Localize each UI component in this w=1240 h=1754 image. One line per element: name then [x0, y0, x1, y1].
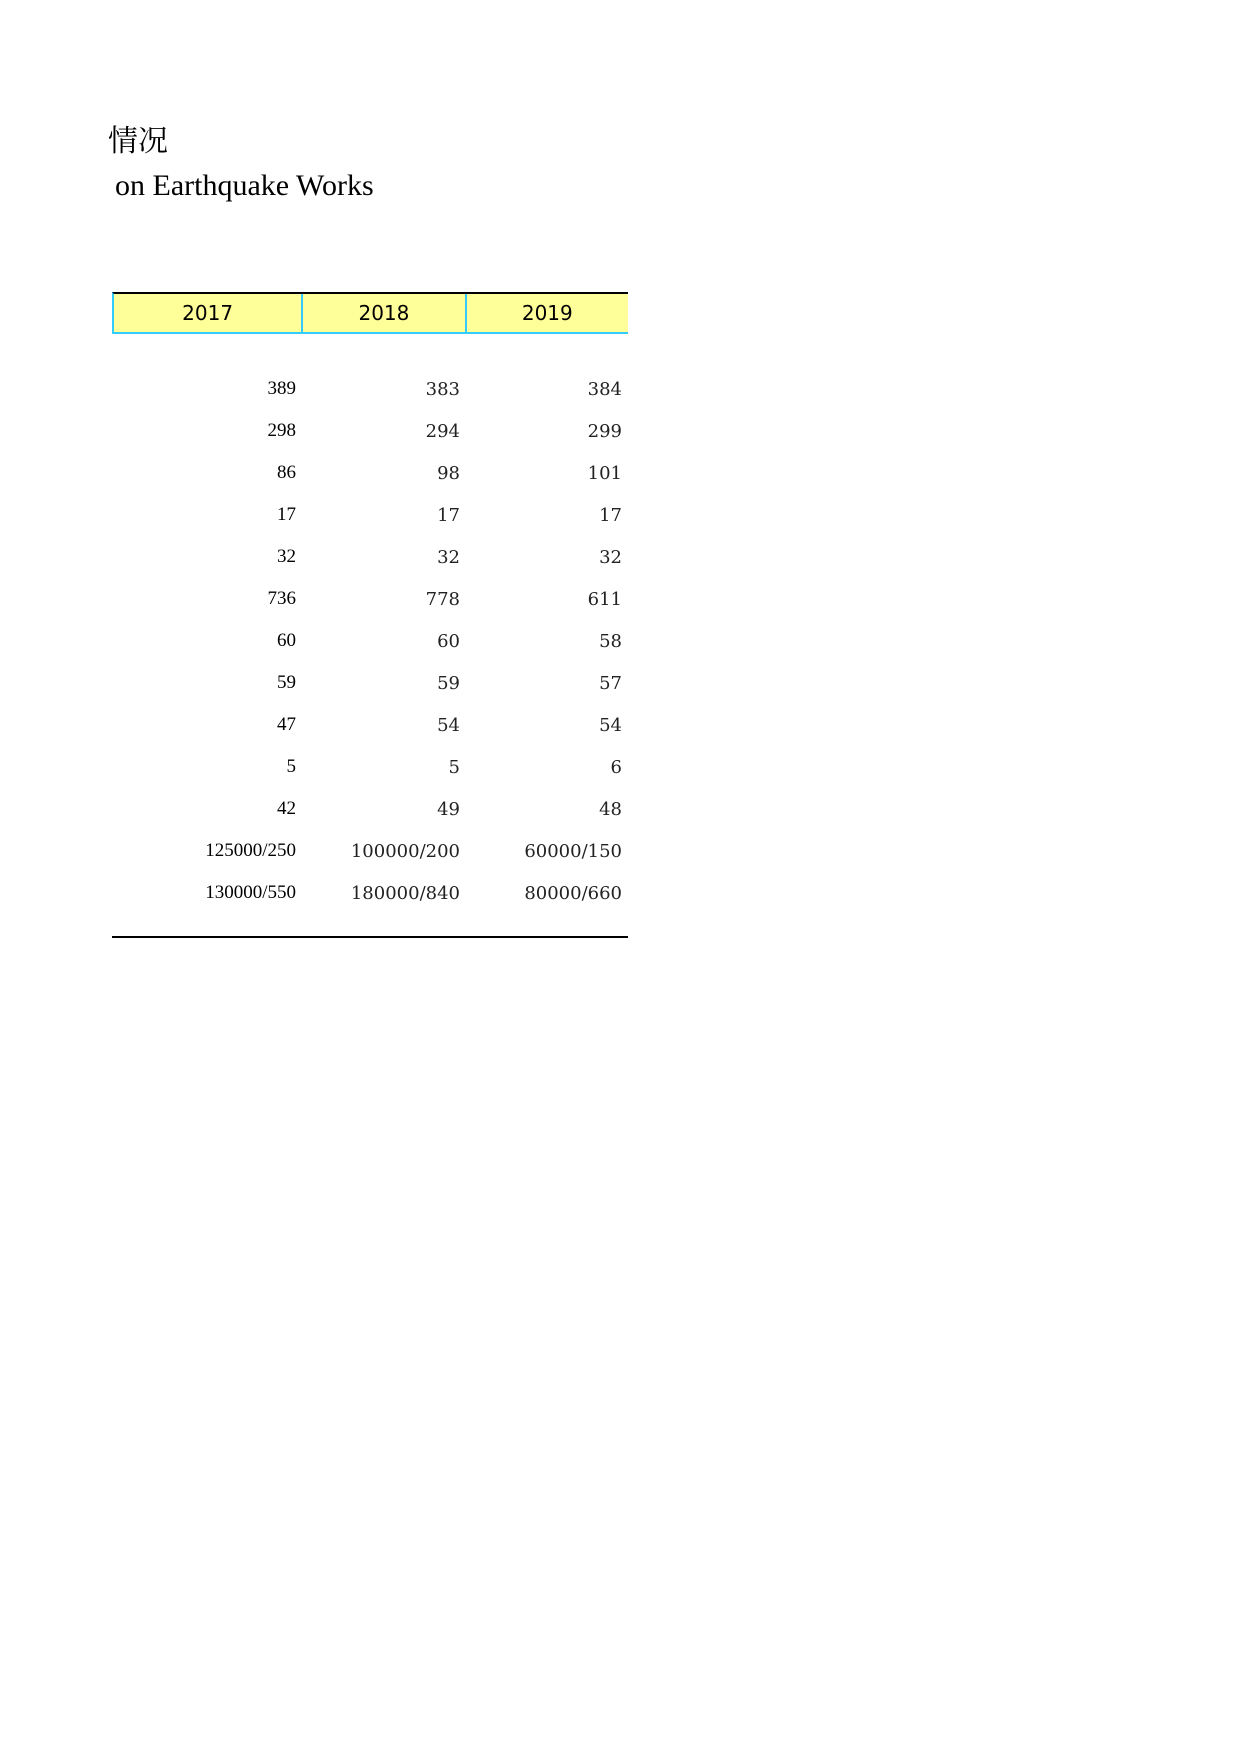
table-row — [112, 704, 628, 746]
table-cell-2019: 60000/150 — [524, 840, 622, 862]
table-cell-2019: 48 — [599, 798, 622, 820]
table-cell-2018: 54 — [437, 714, 460, 736]
table-cell-2019: 6 — [610, 756, 622, 778]
column-header-2019: 2019 — [521, 301, 573, 325]
table-body — [112, 334, 628, 914]
table-bottom-rule — [112, 936, 628, 938]
table-cell-2017: 298 — [267, 420, 296, 441]
table-cell-2018: 49 — [437, 798, 460, 820]
table-row — [112, 620, 628, 662]
table-row — [112, 578, 628, 620]
table-cell-2017: 47 — [277, 714, 296, 735]
table-cell-2018: 100000/200 — [350, 840, 460, 862]
title-english: on Earthquake Works — [115, 169, 374, 202]
table-cell-2019: 58 — [599, 630, 622, 652]
table-row — [112, 830, 628, 872]
table-cell-2018: 17 — [437, 504, 460, 526]
table-cell-2017: 59 — [277, 672, 296, 693]
table-cell-2019: 80000/660 — [524, 882, 622, 904]
data-table — [112, 292, 628, 938]
table-cell-2018: 60 — [437, 630, 460, 652]
column-header-2017: 2017 — [114, 294, 303, 332]
table-cell-2017: 736 — [267, 588, 296, 609]
table-cell-2017: 42 — [277, 798, 296, 819]
table-row — [112, 494, 628, 536]
table-cell-2018: 294 — [425, 420, 460, 442]
table-cell-2019: 32 — [599, 546, 622, 568]
table-cell-2018: 32 — [437, 546, 460, 568]
table-cell-2019: 611 — [587, 588, 622, 610]
table-cell-2019: 17 — [599, 504, 622, 526]
table-cell-2018: 98 — [437, 462, 460, 484]
table-row — [112, 872, 628, 914]
table-cell-2019: 101 — [587, 462, 622, 484]
table-cell-2018: 5 — [448, 756, 460, 778]
table-cell-2018: 59 — [437, 672, 460, 694]
table-cell-2017: 60 — [277, 630, 296, 651]
column-header-2018: 2018 — [303, 294, 466, 332]
table-cell-2017: 389 — [267, 378, 296, 399]
table-row — [112, 410, 628, 452]
table-cell-2019: 54 — [599, 714, 622, 736]
table-cell-2019: 57 — [599, 672, 622, 694]
table-header-row — [112, 292, 628, 334]
table-cell-2018: 180000/840 — [350, 882, 460, 904]
table-cell-2017: 86 — [277, 462, 296, 483]
table-cell-2017: 17 — [277, 504, 296, 525]
table-row — [112, 662, 628, 704]
table-cell-2017: 130000/550 — [205, 882, 296, 903]
table-cell-2018: 383 — [425, 378, 460, 400]
table-row — [112, 788, 628, 830]
table-cell-2019: 299 — [587, 420, 622, 442]
title-chinese: 情况 — [108, 125, 168, 158]
table-cell-2017: 125000/250 — [205, 840, 296, 861]
table-cell-2018: 778 — [425, 588, 460, 610]
table-row — [112, 746, 628, 788]
table-cell-2017: 5 — [286, 756, 296, 777]
table-cell-2019: 384 — [587, 378, 622, 400]
table-row — [112, 452, 628, 494]
table-row — [112, 368, 628, 410]
table-cell-2017: 32 — [277, 546, 296, 567]
table-row — [112, 536, 628, 578]
